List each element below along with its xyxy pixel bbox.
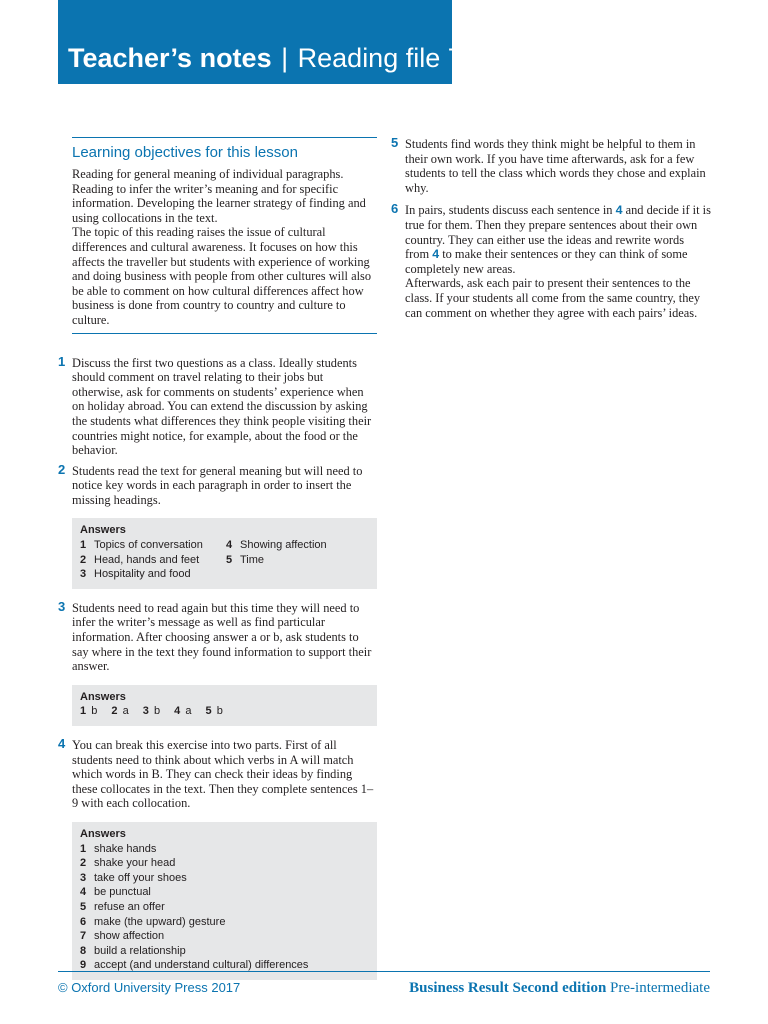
footer-divider (58, 971, 710, 972)
step-text: In pairs, students discuss each sentence in 4 and decide if it is true for them. Then they prepare sentences about their own country. They can either use the ideas and rewrite words from 4 to make their sentences or they can think of some completely new areas. (405, 203, 711, 276)
answer-item: 2 Head, hands and feet (80, 553, 200, 566)
answer-item: 1 shake hands (80, 842, 157, 855)
answer-item: 1 Topics of conversation (80, 539, 203, 552)
step-text: Students read the text for general meaning but will need to notice key words in each paragraph in order to insert the missing headings. (72, 463, 363, 507)
answers-box-2 (72, 518, 377, 588)
step-1 (58, 353, 377, 458)
answer-item: 4 Showing affection (226, 539, 327, 552)
answer-item: 8 build a relationship (80, 944, 186, 957)
answer-item: 3 Hospitality and food (80, 568, 191, 581)
step-number: 1 (58, 353, 66, 369)
answers-heading: Answers (80, 524, 126, 537)
answer-item: 5 b (205, 705, 223, 718)
answers-heading: Answers (80, 827, 126, 840)
objectives-paragraph-1: Reading for general meaning of individual paragraphs. Reading to infer the writer’s meaning and for specific information. Developing the learner strategy of finding and using collocations in the text. (72, 167, 366, 225)
step-text: Students find words they think might be helpful to them in their own work. If you have time afterwards, ask for a few students to tell the class which words they chose and explain why. (405, 137, 706, 195)
left-column (58, 137, 377, 992)
copyright-notice: © Oxford University Press 2017 (58, 980, 241, 995)
answer-item: 2 a (111, 705, 129, 718)
header-title: Teacher’s notes (68, 43, 272, 73)
step-text: Students need to read again but this time they will need to infer the writer’s message as well as find particular information. After choosing answer a or b, ask students to say where in the text they found information to support their answer. (72, 600, 372, 674)
answer-item: 1 b (80, 705, 98, 718)
answer-item: 4 be punctual (80, 886, 151, 899)
learning-objectives-box (72, 137, 377, 334)
answer-item: 5 refuse an offer (80, 900, 165, 913)
book-title (409, 980, 710, 997)
answers-heading: Answers (80, 690, 126, 703)
answer-item: 5 Time (226, 553, 265, 566)
right-column (391, 135, 711, 326)
exercise-reference: 4 (432, 247, 440, 262)
objectives-heading: Learning objectives for this lesson (72, 144, 298, 161)
answer-item: 3 take off your shoes (80, 871, 187, 884)
book-title-bold: Business Result Second edition (409, 980, 607, 996)
step-text: You can break this exercise into two parts. First of all students need to think about which verbs in A will match which words in B. They can check their ideas by finding these collocates in the text. Then they complete sentences 1–9 with each collocation. (72, 738, 374, 811)
step-3 (58, 598, 377, 674)
exercise-reference: 4 (615, 203, 623, 218)
step-number: 5 (391, 135, 399, 150)
answers-box-4 (72, 822, 377, 980)
step-text-continued: Afterwards, ask each pair to present their sentences to the class. If your students all come from the same country, they can comment on whether they agree with each pairs’ ideas. (405, 276, 701, 320)
step-text: Discuss the first two questions as a class. Ideally students should comment on travel relating to their jobs but otherwise, ask for comments on students’ experience when on holiday abroad. You can extend the discussion by asking the students what differences they think people visiting their countries might notice, for example, about the food or the behavior. (72, 355, 372, 458)
step-number: 6 (391, 201, 399, 217)
answer-item: 6 make (the upward) gesture (80, 915, 226, 928)
header-banner (58, 0, 463, 84)
answer-item: 4 a (174, 705, 192, 718)
step-6 (391, 201, 711, 320)
step-4 (58, 736, 377, 811)
step-number: 4 (58, 736, 66, 751)
header-subtitle: Reading file 7 (297, 43, 463, 73)
answers-box-3 (72, 685, 377, 726)
header-separator: | (281, 43, 289, 73)
objectives-paragraph-2: The topic of this reading raises the issue of cultural differences and cultural awareness. It focuses on how this affects the traveller but students with experience of working and doing business with people from other cultures will also be able to comment on how cultural differences affect how business is done from country to country and culture to culture. (72, 225, 372, 327)
answer-item: 7 show affection (80, 930, 165, 943)
answer-item: 3 b (142, 705, 161, 718)
book-level: Pre-intermediate (610, 980, 710, 996)
step-5 (391, 135, 711, 195)
step-number: 3 (58, 598, 66, 614)
step-2 (58, 461, 377, 508)
step-number: 2 (58, 461, 66, 477)
answer-item: 9 accept (and understand cultural) differences (80, 959, 309, 972)
answer-item: 2 shake your head (80, 857, 176, 870)
